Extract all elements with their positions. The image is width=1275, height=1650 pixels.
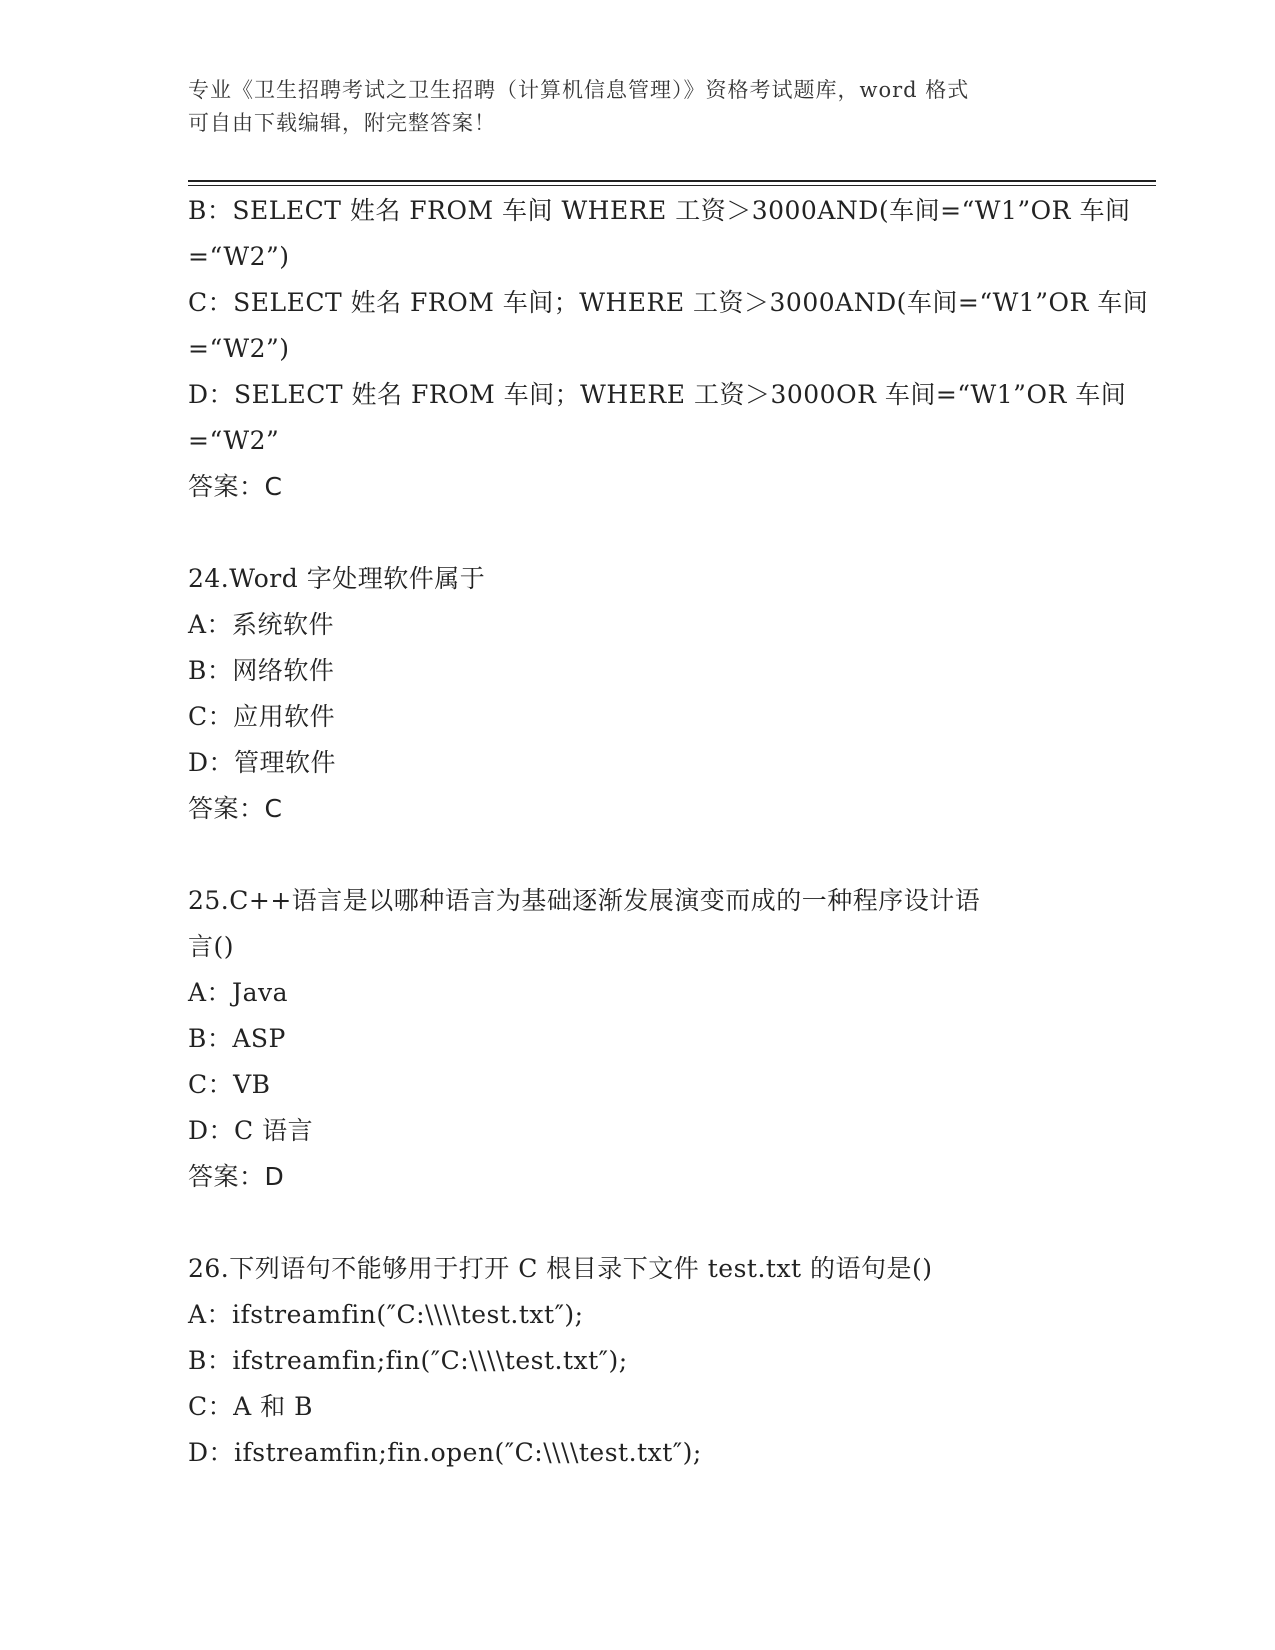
document-body <box>188 188 1149 1476</box>
option-d: D：管理软件 <box>188 748 337 777</box>
header-line-1: 专业《卫生招聘考试之卫生招聘（计算机信息管理）》资格考试题库，word 格式 <box>188 78 970 102</box>
question-24 <box>188 556 1088 832</box>
option-b-line-1: B：SELECT 姓名 FROM 车间 WHERE 工资＞3000AND(车间=“W1”OR 车间 <box>188 196 1131 225</box>
question-25 <box>188 878 1088 1200</box>
option-b: B：ASP <box>188 1024 286 1053</box>
question-text: 24.Word 字处理软件属于 <box>188 564 486 593</box>
option-d-line-1: D：SELECT 姓名 FROM 车间；WHERE 工资＞3000OR 车间=“W1”OR 车间 <box>188 380 1127 409</box>
answer: 答案：C <box>188 794 283 823</box>
option-a: A：ifstreamfin(″C:\\\\test.txt″); <box>188 1300 584 1329</box>
question-23-continuation <box>188 188 1149 510</box>
question-text-line-2: 言() <box>188 932 235 961</box>
question-text: 26.下列语句不能够用于打开 C 根目录下文件 test.txt 的语句是() <box>188 1254 933 1283</box>
option-c-line-1: C：SELECT 姓名 FROM 车间；WHERE 工资＞3000AND(车间=“W1”OR 车间 <box>188 288 1149 317</box>
option-d: D：C 语言 <box>188 1116 314 1145</box>
option-d: D：ifstreamfin;fin.open(″C:\\\\test.txt″); <box>188 1438 702 1467</box>
header-line-2: 可自由下载编辑，附完整答案！ <box>188 111 496 135</box>
header-divider-thick <box>188 180 1156 182</box>
option-c-line-2: =“W2”) <box>188 334 290 363</box>
answer: 答案：D <box>188 1162 285 1191</box>
option-a: A：系统软件 <box>188 610 335 639</box>
question-26 <box>188 1246 1088 1476</box>
option-b: B：ifstreamfin;fin(″C:\\\\test.txt″); <box>188 1346 628 1375</box>
option-c: C：VB <box>188 1070 271 1099</box>
option-c: C：应用软件 <box>188 702 336 731</box>
option-b: B：网络软件 <box>188 656 335 685</box>
answer: 答案：C <box>188 472 283 501</box>
header-divider-thin <box>188 185 1156 186</box>
question-text-line-1: 25.C++语言是以哪种语言为基础逐渐发展演变而成的一种程序设计语 <box>188 886 981 915</box>
option-c: C：A 和 B <box>188 1392 313 1421</box>
document-header <box>188 74 1068 140</box>
option-b-line-2: =“W2”) <box>188 242 290 271</box>
option-a: A：Java <box>188 978 289 1007</box>
option-d-line-2: =“W2” <box>188 426 280 455</box>
